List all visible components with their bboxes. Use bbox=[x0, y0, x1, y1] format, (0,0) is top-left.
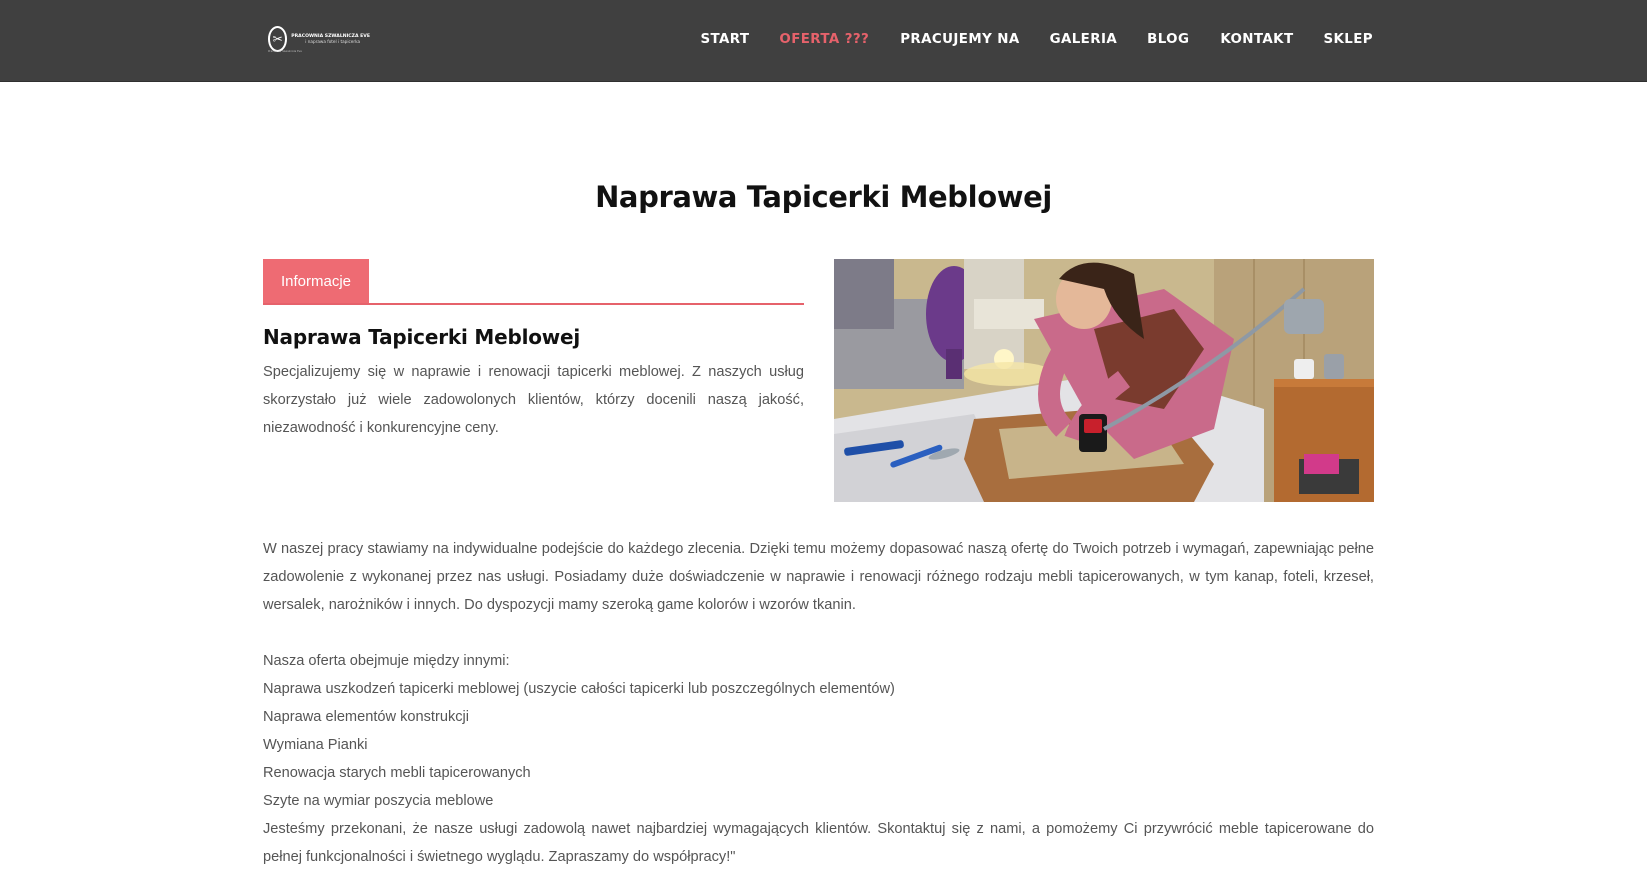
site-logo[interactable] bbox=[268, 24, 370, 54]
list-item: Naprawa uszkodzeń tapicerki meblowej (uszycie całości tapicerki lub poszczególnych elementów) bbox=[263, 681, 895, 697]
nav-item-sklep[interactable]: SKLEP bbox=[1323, 31, 1373, 47]
top-navigation-bar bbox=[0, 0, 1647, 82]
nav-item-oferta[interactable]: OFERTA ??? bbox=[779, 31, 870, 47]
tab-informacje[interactable]: Informacje bbox=[263, 259, 369, 303]
photo-illustration bbox=[834, 259, 1374, 502]
section-heading: Naprawa Tapicerki Meblowej bbox=[263, 325, 581, 349]
offer-list-intro: Nasza oferta obejmuje między innymi: bbox=[263, 653, 510, 669]
nav-item-pracujemy-na[interactable]: PRACUJEMY NA bbox=[900, 31, 1020, 47]
logo-line-2: i naprawa fotel i tapicerka bbox=[305, 39, 361, 44]
logo-emblem-icon: ✂ bbox=[268, 26, 287, 52]
offer-list bbox=[263, 647, 1374, 815]
logo-text bbox=[291, 34, 370, 44]
upholstery-repair-photo bbox=[834, 259, 1374, 502]
list-item: Wymiana Pianki bbox=[263, 737, 368, 753]
nav-item-start[interactable]: START bbox=[700, 31, 750, 47]
list-item: Szyte na wymiar poszycia meblowe bbox=[263, 793, 494, 809]
nav-item-blog[interactable]: BLOG bbox=[1147, 31, 1190, 47]
list-item: Renowacja starych mebli tapicerowanych bbox=[263, 765, 531, 781]
nav-item-kontakt[interactable]: KONTAKT bbox=[1220, 31, 1294, 47]
nav-item-galeria[interactable]: GALERIA bbox=[1049, 31, 1118, 47]
page-title: Naprawa Tapicerki Meblowej bbox=[595, 180, 1052, 214]
list-item: Naprawa elementów konstrukcji bbox=[263, 709, 470, 725]
description-paragraph: W naszej pracy stawiamy na indywidualne podejście do każdego zlecenia. Dzięki temu możemy dopasować naszą ofertę do Twoich potrzeb i wymagań, zapewniając pełne zadowolenie z wykonanej przez nas usługi. Posiadamy duże doświadczenie w naprawie i renowacji różnego rodzaju mebli tapicerowanych, w tym kanap, foteli, krzeseł, wersalek, narożników i innych. Do dyspozycji mamy szeroką game kolorów i wzorów tkanin. bbox=[263, 541, 1374, 613]
logo-line-3: Pracownia Szwalnicza Eve bbox=[268, 50, 302, 53]
tab-bar bbox=[263, 259, 804, 305]
intro-paragraph: Specjalizujemy się w naprawie i renowacji tapicerki meblowej. Z naszych usług skorzystało już wiele zadowolonych klientów, którzy docenili naszą jakość, niezawodność i konkurencyjne ceny. bbox=[263, 364, 804, 436]
closing-paragraph: Jesteśmy przekonani, że nasze usługi zadowolą nawet najbardziej wymagających klientów. Skontaktuj się z nami, a pomożemy Ci przywrócić meble tapicerowane do pełnej funkcjonalności i świetnego wyglądu. Zapraszamy do współpracy!" bbox=[263, 821, 1374, 865]
logo-line-1: PRACOWNIA SZWALNICZA EVE bbox=[291, 34, 370, 39]
main-menu bbox=[700, 0, 1373, 78]
